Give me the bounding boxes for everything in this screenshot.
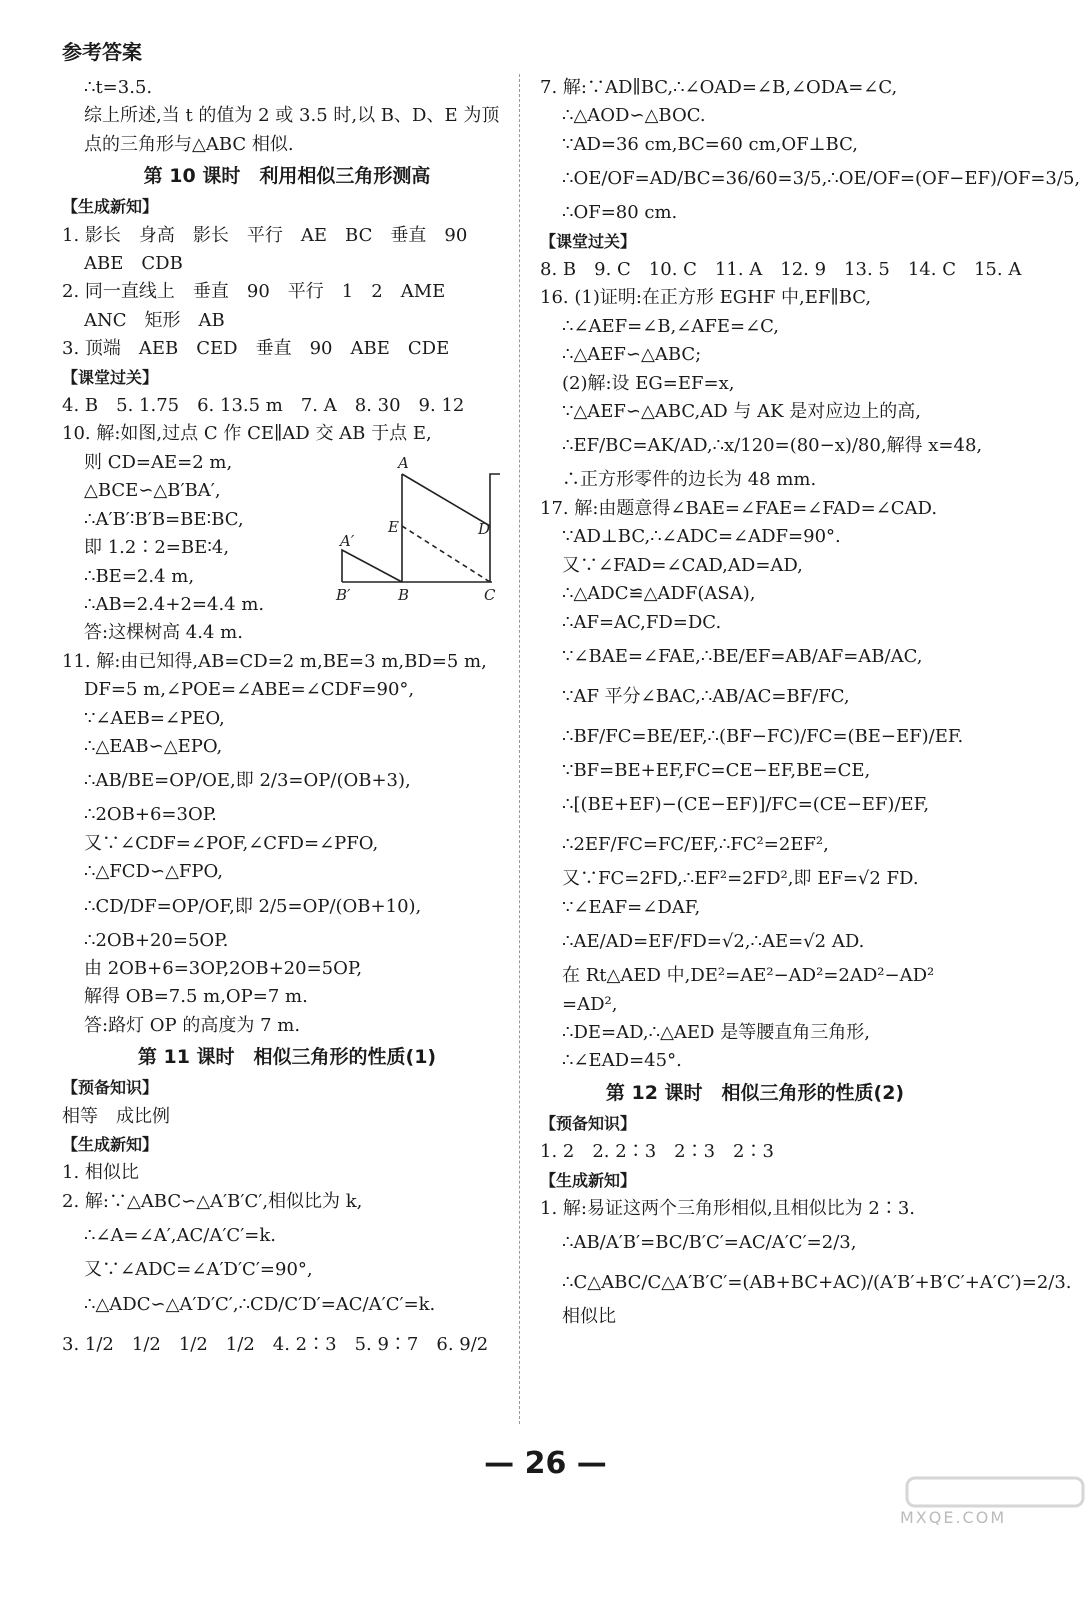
answer-line: ∴CD/DF=OP/OF,即 2/5=OP/(OB+10), (84, 895, 422, 917)
section-tag: 【预备知识】 (62, 1078, 159, 1098)
section-tag: 【生成新知】 (540, 1170, 637, 1190)
answer-line: ∴BE=2.4 m, (84, 565, 195, 587)
answer-line: ∴A′B′∶B′B=BE∶BC, (84, 508, 244, 530)
answer-line: 则 CD=AE=2 m, (84, 451, 233, 473)
answer-line: ∴C△ABC/C△A′B′C′=(AB+BC+AC)/(A′B′+B′C′+A′C′)=2/3. (562, 1272, 1072, 1294)
answer-line: 7. 解:∵AD∥BC,∴∠OAD=∠B,∠ODA=∠C, (540, 77, 898, 98)
answer-line: 10. 解:如图,过点 C 作 CE∥AD 交 AB 于点 E, (62, 423, 432, 445)
answer-line: ∵∠AEB=∠PEO, (84, 707, 225, 729)
answer-line: ∴2OB+6=3OP. (84, 804, 217, 826)
answer-line: ∵∠EAF=∠DAF, (562, 896, 701, 918)
answer-line: ∴OE/OF=AD/BC=36/60=3/5,∴OE/OF=(OF−EF)/OF=3/5, (562, 168, 1081, 190)
answer-line: ∵∠BAE=∠FAE,∴BE/EF=AB/AF=AB/AC, (562, 645, 923, 667)
answer-line: ∴2EF/FC=FC/EF,∴FC²=2EF², (562, 834, 829, 856)
answer-line: 2. 同一直线上 垂直 90 平行 1 2 AME (62, 281, 446, 303)
label-D: D (478, 520, 491, 538)
answer-line: 11. 解:由已知得,AB=CD=2 m,BE=3 m,BD=5 m, (62, 650, 487, 672)
answer-line: ∴△AEF∽△ABC; (562, 344, 702, 366)
answer-line: ∴2OB+20=5OP. (84, 929, 229, 951)
answer-line: ∴EF/BC=AK/AD,∴x/120=(80−x)/80,解得 x=48, (562, 435, 983, 457)
wall-line (490, 474, 500, 582)
answer-line: ANC 矩形 AB (84, 309, 225, 331)
answer-line: 综上所述,当 t 的值为 2 或 3.5 时,以 B、D、E 为顶 (84, 105, 500, 127)
answer-line: 答:路灯 OP 的高度为 7 m. (84, 1014, 301, 1036)
section-tag: 【预备知识】 (540, 1113, 637, 1133)
right-column (540, 74, 1081, 1332)
section-tag: 【课堂过关】 (62, 367, 159, 387)
column-divider (519, 74, 520, 1424)
answer-line: ∴DE=AD,∴△AED 是等腰直角三角形, (562, 1021, 870, 1043)
label-A: A (398, 454, 409, 472)
answer-line: 又∵FC=2FD,∴EF²=2FD²,即 EF=√2 FD. (562, 868, 919, 890)
answer-line: ∴AB/A′B′=BC/B′C′=AC/A′C′=2/3, (562, 1232, 857, 1254)
auxiliary-line (402, 526, 490, 582)
answer-line: ∴AB=2.4+2=4.4 m. (84, 593, 265, 615)
page-number: — 26 — (484, 1446, 607, 1481)
answer-line: ∴AB/BE=OP/OE,即 2/3=OP/(OB+3), (84, 770, 411, 792)
small-triangle (342, 550, 402, 582)
section-title: 第 11 课时 相似三角形的性质(1) (137, 1046, 437, 1069)
page-header: 参考答案 (62, 40, 142, 64)
left-column (62, 74, 512, 1365)
label-A-prime: A′ (340, 532, 355, 550)
answer-line: ∴BF/FC=BE/EF,∴(BF−FC)/FC=(BE−EF)/EF. (562, 725, 964, 747)
answer-line: ∵AD⊥BC,∴∠ADC=∠ADF=90°. (562, 526, 841, 548)
answer-line: ∴∠AEF=∠B,∠AFE=∠C, (562, 315, 780, 337)
answer-line: 解得 OB=7.5 m,OP=7 m. (84, 986, 308, 1008)
label-B: B (398, 586, 410, 604)
answer-line: ∴正方形零件的边长为 48 mm. (562, 469, 817, 491)
answer-line: ∴△EAB∽△EPO, (84, 735, 223, 757)
answer-line: △BCE∽△B′BA′, (84, 480, 221, 502)
answer-line: 3. 1/2 1/2 1/2 1/2 4. 2∶3 5. 9∶7 6. 9/2 (62, 1333, 489, 1355)
answer-line: ∴△ADC∽△A′D′C′,∴CD/C′D′=AC/A′C′=k. (84, 1293, 436, 1315)
answer-line: 由 2OB+6=3OP,2OB+20=5OP, (84, 957, 363, 979)
answer-line: 4. B 5. 1.75 6. 13.5 m 7. A 8. 30 9. 12 (62, 395, 465, 417)
answer-line: ∵AF 平分∠BAC,∴AB/AC=BF/FC, (562, 685, 850, 707)
answer-line: ABE CDB (84, 253, 183, 275)
label-C: C (484, 586, 496, 604)
answer-line: 又∵∠ADC=∠A′D′C′=90°, (84, 1259, 313, 1281)
answer-line: (2)解:设 EG=EF=x, (562, 372, 735, 394)
answer-line: 在 Rt△AED 中,DE²=AE²−AD²=2AD²−AD² (562, 965, 935, 987)
watermark-logo (905, 1474, 1085, 1510)
answer-line: 1. 影长 身高 影长 平行 AE BC 垂直 90 (62, 224, 468, 246)
answer-line: ∴[(BE+EF)−(CE−EF)]/FC=(CE−EF)/EF, (562, 794, 930, 816)
answer-line: 又∵∠CDF=∠POF,∠CFD=∠PFO, (84, 832, 379, 854)
answer-line: DF=5 m,∠POE=∠ABE=∠CDF=90°, (84, 679, 415, 701)
answer-line: 16. (1)证明:在正方形 EGHF 中,EF∥BC, (540, 287, 872, 309)
answer-line: ∴∠EAD=45°. (562, 1050, 682, 1072)
section-tag: 【课堂过关】 (540, 231, 637, 251)
answer-line: 即 1.2∶2=BE∶4, (84, 537, 230, 559)
answer-line: =AD², (562, 993, 618, 1015)
section-tag: 【生成新知】 (62, 1135, 159, 1154)
label-B-prime: B′ (336, 586, 351, 604)
answer-line: 1. 相似比 (62, 1162, 139, 1184)
answer-line: 答:这棵树高 4.4 m. (84, 622, 243, 644)
section-tag: 【生成新知】 (62, 197, 159, 217)
section-title: 第 10 课时 利用相似三角形测高 (143, 165, 431, 188)
answer-line: 相似比 (562, 1306, 616, 1328)
answer-line: 点的三角形与△ABC 相似. (84, 133, 294, 155)
answer-line: 3. 顶端 AEB CED 垂直 90 ABE CDE (62, 338, 450, 360)
answer-line: ∴AF=AC,FD=DC. (562, 611, 722, 633)
answer-line: 又∵∠FAD=∠CAD,AD=AD, (562, 554, 803, 576)
answer-line: 2. 解:∵△ABC∽△A′B′C′,相似比为 k, (62, 1190, 363, 1212)
tree-height-figure (332, 454, 502, 604)
answer-line: ∴△FCD∽△FPO, (84, 861, 223, 883)
answer-line: ∴OF=80 cm. (562, 202, 678, 224)
answer-line: 17. 解:由题意得∠BAE=∠FAE=∠FAD=∠CAD. (540, 497, 938, 519)
shadow-ray (402, 474, 490, 526)
answer-line: ∴△ADC≌△ADF(ASA), (562, 583, 756, 605)
answer-line: 8. B 9. C 10. C 11. A 12. 9 13. 5 14. C 15. A (540, 259, 1022, 281)
watermark-text: MXQE.COM (900, 1508, 1007, 1527)
section-title: 第 12 课时 相似三角形的性质(2) (605, 1081, 905, 1104)
label-E: E (388, 518, 399, 536)
answer-line: 相等 成比例 (62, 1105, 170, 1127)
answer-line: 1. 2 2. 2∶3 2∶3 2∶3 (540, 1141, 774, 1163)
answer-line: ∵AD=36 cm,BC=60 cm,OF⊥BC, (562, 133, 858, 155)
answer-line: ∴∠A=∠A′,AC/A′C′=k. (84, 1225, 276, 1247)
answer-line: 1. 解:易证这两个三角形相似,且相似比为 2∶3. (540, 1197, 916, 1219)
answer-line: ∴△AOD∽△BOC. (562, 105, 706, 127)
answer-line: ∴t=3.5. (84, 77, 153, 98)
answer-line: ∴AE/AD=EF/FD=√2,∴AE=√2 AD. (562, 931, 865, 953)
answer-line: ∵BF=BE+EF,FC=CE−EF,BE=CE, (562, 759, 871, 781)
answer-line: ∵△AEF∽△ABC,AD 与 AK 是对应边上的高, (562, 401, 922, 423)
